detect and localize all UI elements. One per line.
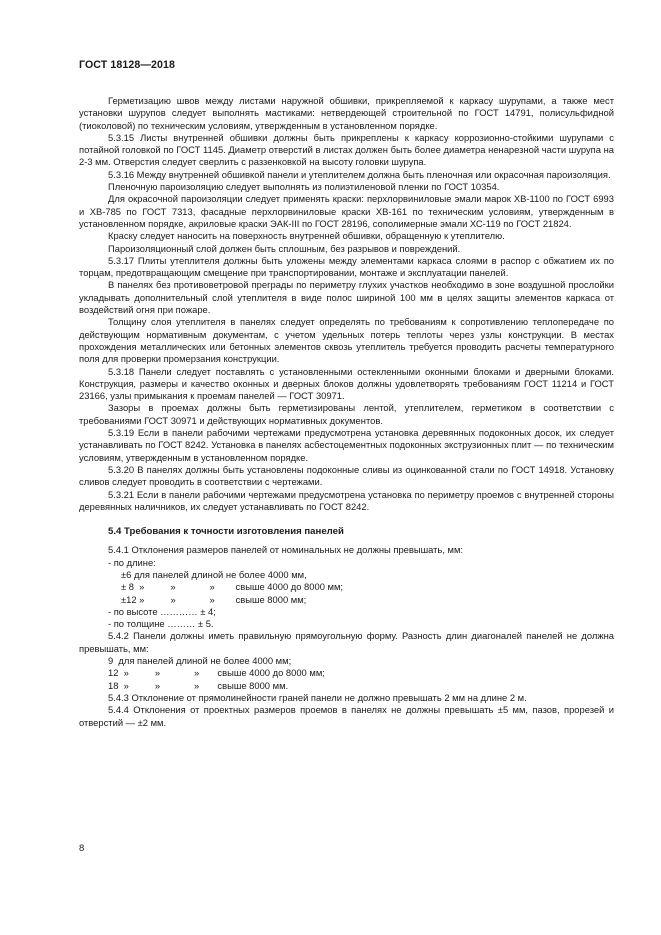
paragraph-5-4-2: 5.4.2 Панели должны иметь правильную прямоугольную форму. Разность длин диагоналей панелей не должна превышать, мм: — [79, 630, 614, 654]
paragraph-5-3-18: 5.3.18 Панели следует поставлять с установленными остекленными оконными блоками и дверными блоками. Конструкция, размеры и качество оконных и дверных блоков должны удовлетворять требованиям ГОСТ 11214 и ГОСТ 23166, узлы примыкания к проемам панелей — ГОСТ 30971. — [79, 365, 614, 402]
document-body — [79, 95, 614, 729]
section-title-5-4: 5.4 Требования к точности изготовления панелей — [108, 526, 344, 538]
diagonal-row-1: 9 для панелей длиной не более 4000 мм; — [108, 655, 292, 667]
standard-header: ГОСТ 18128—2018 — [79, 59, 176, 71]
paragraph-5-3-15: 5.3.15 Листы внутренней обшивки должны быть прикреплены к каркасу коррозионно-стойкими шурупами с потайной головкой по ГОСТ 1145. Диаметр отверстий в листах должен быть более диаметра ненарезной части шурупа на 2-3 мм. Отверстия следует сверлить с раззенковкой на высоту головки шурупа. — [79, 131, 614, 168]
paragraph-5-4-4: 5.4.4 Отклонения от проектных размеров проемов в панелях не должны превышать ±5 мм, пазов, прорезей и отверстий — ±2 мм. — [79, 704, 614, 728]
tolerance-row-thickness: - по толщине ……… ± 5. — [108, 618, 214, 630]
paragraph-5-4-1: 5.4.1 Отклонения размеров панелей от номинальных не должны превышать, мм: — [108, 544, 464, 556]
paragraph-5-3-21: 5.3.21 Если в панели рабочими чертежами предусмотрена установка по периметру проемов с внутренней стороны деревянных наличников, их следует устанавливать по ГОСТ 8242. — [79, 488, 614, 512]
diagonal-row-3: 18 » » » свыше 8000 мм. — [108, 679, 289, 691]
paragraph-sealing: Герметизацию швов между листами наружной обшивки, прикрепляемой к каркасу шурупами, а также мест установки шурупов следует выполнять мастиками: нетвердеющей строительной по ГОСТ 14791, полисульфидной (тиоколовой) по техническим условиям, утвержденным в установленном порядке. — [79, 95, 614, 131]
tolerance-row-length-2: ± 8 » » » свыше 4000 до 8000 мм; — [121, 581, 344, 593]
page-number: 8 — [79, 843, 85, 854]
paragraph-5-3-19: 5.3.19 Если в панели рабочими чертежами предусмотрена установка деревянных подоконных досок, их следует устанавливать по ГОСТ 8242. Установка в панелях асбестоцементных подоконных экструзионных плит — по техническим условиям, утвержденным в установленном порядке. — [79, 427, 614, 463]
tolerance-row-length-3: ±12 » » » свыше 8000 мм; — [121, 593, 307, 605]
paragraph-barrier-continuity: Пароизоляционный слой должен быть сплошным, без разрывов и повреждений. — [108, 242, 461, 254]
paragraph-film-vapor-barrier: Пленочную пароизоляцию следует выполнять из полиэтиленовой пленки по ГОСТ 10354. — [108, 181, 500, 193]
paragraph-insulation-thickness: Толщину слоя утеплителя в панелях следует определять по требованиям к сопротивлению теплопередаче по действующим нормативным документам, с учетом удельных потерь теплоты через узлы конструкции. В местах прохождения металлических или бетонных элементов сквозь утеплитель требуется проводить расчеты температурного поля для проверки промерзания конструкции. — [79, 316, 614, 365]
tolerance-row-height: - по высоте ………… ± 4; — [108, 605, 216, 617]
paragraph-wind-barrier: В панелях без противоветровой преграды по периметру глухих участков необходимо в зоне воздушной прослойки укладывать дополнительный слой утеплителя в виде полос шириной 100 мм в целях защиты элементов каркаса от воздействий огня при пожаре. — [79, 279, 614, 316]
length-label: - по длине: — [108, 556, 156, 568]
paragraph-5-4-3: 5.4.3 Отклонение от прямолинейности граней панели не должно превышать 2 мм на длине 2 м. — [108, 691, 527, 703]
paragraph-gaps-sealing: Зазоры в проемах должны быть герметизированы лентой, утеплителем, герметиком в соответствии с требованиями ГОСТ 30971 и действующих нормативных документов. — [79, 402, 614, 426]
paragraph-5-3-17: 5.3.17 Плиты утеплителя должны быть уложены между элементами каркаса слоями в распор с обжатием их по торцам, предотвращающим смещение при транспортировании, монтаже и эксплуатации панелей. — [79, 254, 614, 279]
paragraph-paint-application: Краску следует наносить на поверхность внутренней обшивки, обращенную к утеплителю. — [108, 230, 505, 242]
tolerance-row-length-1: ±6 для панелей длиной не более 4000 мм, — [121, 568, 307, 580]
paragraph-5-3-16: 5.3.16 Между внутренней обшивкой панели и утеплителем должна быть пленочная или окрасочная пароизоляция. — [108, 168, 611, 180]
paragraph-paint-vapor-barrier: Для окрасочной пароизоляции следует применять краски: перхлорвиниловые эмали марок ХВ-1100 по ГОСТ 6993 и ХВ-785 по ГОСТ 7313, фасадные перхлорвиниловые краски ХВ-161 по техническим условиям, утвержденным в установленном порядке, акриловые краски ЭАК-III по ГОСТ 28196, сополимерные эмали ХС-119 по ГОСТ 21824. — [79, 193, 614, 229]
diagonal-row-2: 12 » » » свыше 4000 до 8000 мм; — [108, 667, 325, 679]
paragraph-5-3-20: 5.3.20 В панелях должны быть установлены подоконные сливы из оцинкованной стали по ГОСТ 14918. Установку сливов следует проводить в соответствии с чертежами. — [79, 463, 614, 488]
